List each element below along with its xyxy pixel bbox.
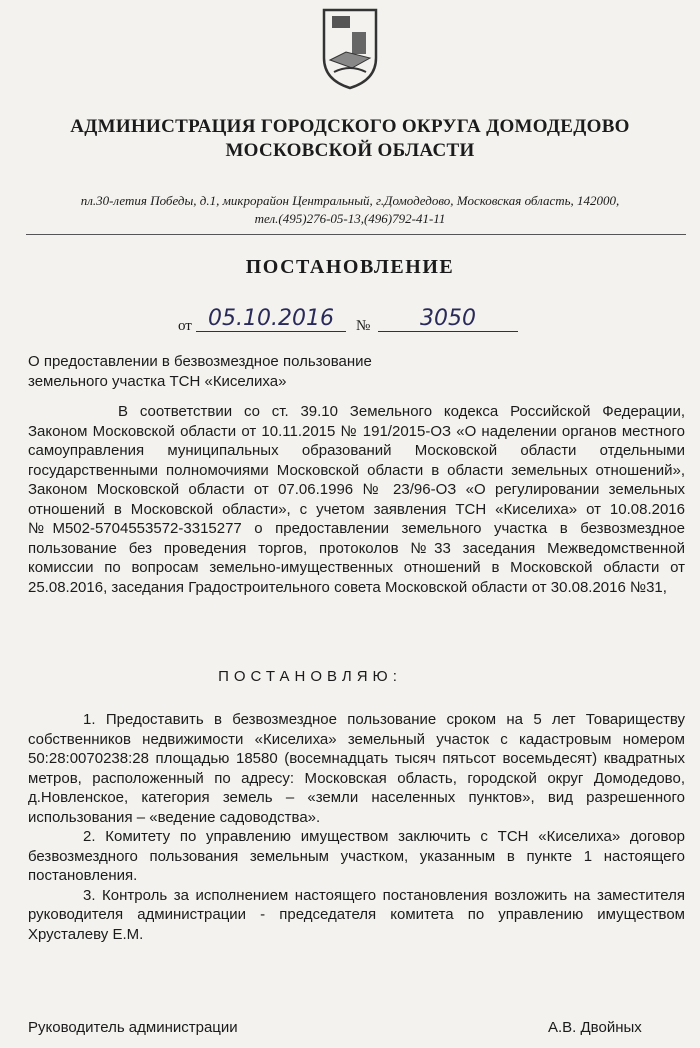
signatory-name: А.В. Двойных [548,1019,642,1036]
document-number: 3050 [378,306,518,332]
preamble [28,402,685,597]
number-label: № [356,318,371,334]
resolution-item-2: 2. Комитету по управлению имуществом заключить с ТСН «Киселиха» договор безвозмездного пользования земельным участком, указанным в пункте 1 настоящего постановления. [28,828,685,884]
coat-of-arms-icon [318,6,382,90]
resolution-items [28,710,685,944]
signatory-position: Руководитель администрации [28,1019,238,1036]
document-subject [28,352,528,392]
document-title: ПОСТАНОВЛЕНИЕ [245,256,455,278]
address-line2: тел.(495)276-05-13,(496)792-41-11 [254,211,446,226]
date-from-label: от [178,318,192,334]
org-name-line1: АДМИНИСТРАЦИЯ ГОРОДСКОГО ОКРУГА ДОМОДЕДОВО [70,116,630,137]
subject-line1: О предоставлении в безвозмездное пользование [28,353,372,370]
preamble-text: В соответствии со ст. 39.10 Земельного кодекса Российской Федерации, Законом Московской области от 10.11.2015 № 191/2015-ОЗ «О наделении органов местного самоуправления муниципальных образований Московской области отдельными государственными полномочиями Московской области в области земельных отношений», Законом Московской области от 07.06.1996 № 23/96-ОЗ «О регулировании земельных отношений в Московской области», с учетом заявления ТСН «Киселиха» от 10.08.2016 №М502-5704553572-3315277 о предоставлении земельного участка в безвозмездное пользование без проведения торгов, протоколов №33 заседания Межведомственной комиссии по вопросам земельно-имущественных отношений в Московской области от 25.08.2016, заседания Градостроительного совета Московской области от 30.08.2016 №31, [28,403,685,596]
resolution-item-1: 1. Предоставить в безвозмездное пользование сроком на 5 лет Товариществу собственников недвижимости «Киселиха» земельный участок с кадастровым номером 50:28:0070238:28 площадью 18580 (восемнадцать тысяч пятьсот восемьдесят) квадратных метров, расположенный по адресу: Московская область, городской округ Домодедово, д.Новленское, категория земель – «земли населенных пунктов», вид разрешенного использования – «ведение садоводства». [28,711,685,826]
resolution-item-3: 3. Контроль за исполнением настоящего постановления возложить на заместителя руководителя администрации - председателя комитета по управлению имуществом Хрусталеву Е.М. [28,886,685,943]
header-divider [26,234,686,235]
document-date: 05.10.2016 [196,306,346,332]
org-name-line2: МОСКОВСКОЙ ОБЛАСТИ [225,140,475,161]
subject-line2: земельного участка ТСН «Киселиха» [28,373,287,390]
resolve-heading: ПОСТАНОВЛЯЮ: [218,668,402,685]
address-line1: пл.30-летия Победы, д.1, микрорайон Центральный, г.Домодедово, Московская область, 142000, [80,193,620,208]
